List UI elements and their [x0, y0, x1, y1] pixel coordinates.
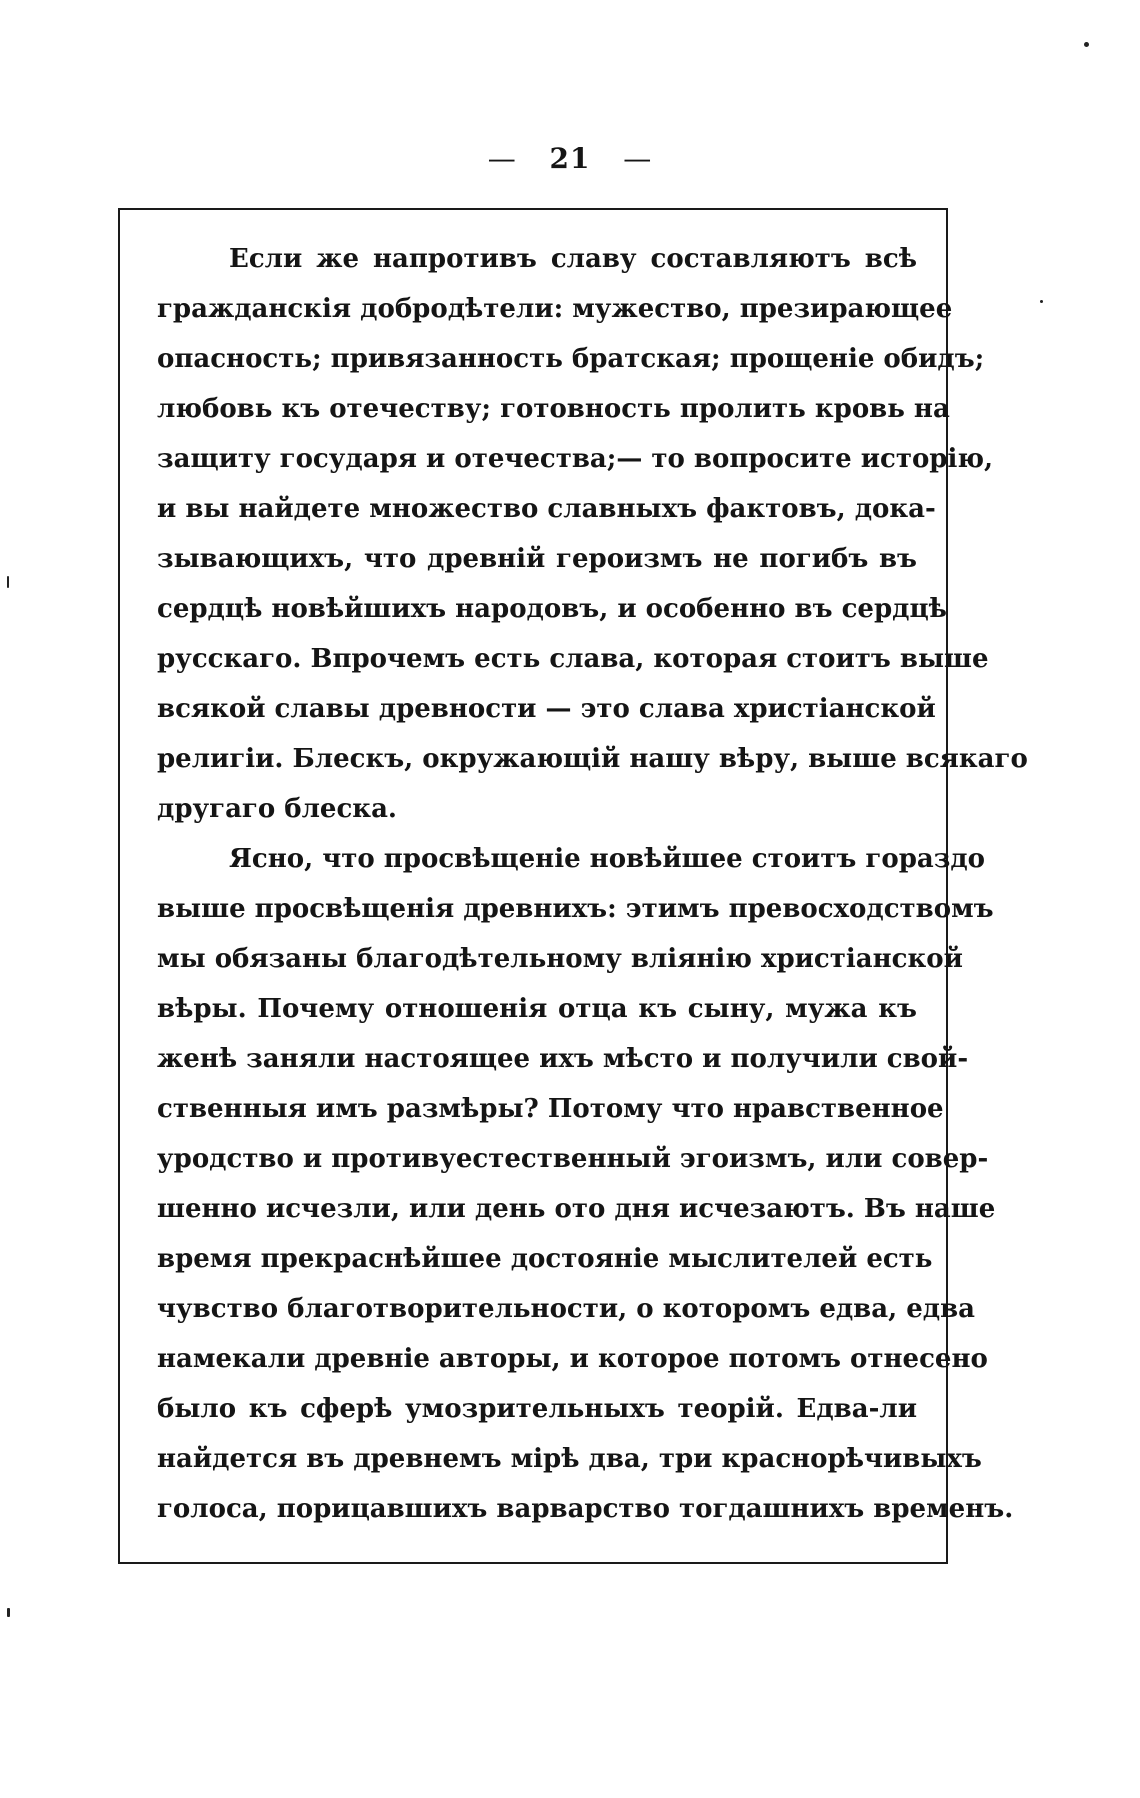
text-line: Ясно, что просвѣщеніе новѣйшее стоитъ гораздо — [229, 844, 985, 874]
text-body — [157, 234, 1028, 1534]
scan-speck — [1084, 42, 1089, 47]
paragraph-1 — [157, 234, 1028, 834]
text-line: всякой славы древности — это слава христіанской — [157, 694, 936, 724]
text-line: голоса, порицавшихъ варварство тогдашнихъ временъ. — [157, 1494, 1014, 1524]
page-number-header — [0, 142, 1140, 175]
text-line: опасность; привязанность братская; прощеніе обидъ; — [157, 344, 985, 374]
text-line: религіи. Блескъ, окружающій нашу вѣру, выше всякаго — [157, 744, 1028, 774]
page-number-dash-left: — — [487, 142, 517, 175]
text-line: зывающихъ, что древній героизмъ не погибъ въ — [157, 544, 917, 574]
scan-speck — [7, 1608, 10, 1617]
text-line: и вы найдете множество славныхъ фактовъ, дока- — [157, 494, 936, 524]
text-line: вѣры. Почему отношенія отца къ сыну, мужа къ — [157, 994, 917, 1024]
text-line: ственныя имъ размѣры? Потому что нравственное — [157, 1094, 944, 1124]
page-number-dash-right: — — [623, 142, 653, 175]
paragraph-2 — [157, 834, 1014, 1534]
text-line: выше просвѣщенія древнихъ: этимъ превосходствомъ — [157, 894, 994, 924]
text-line: намекали древніе авторы, и которое потомъ отнесено — [157, 1344, 988, 1374]
text-line: мы обязаны благодѣтельному вліянію христіанской — [157, 944, 963, 974]
text-line: время прекраснѣйшее достояніе мыслителей есть — [157, 1244, 933, 1274]
text-line: гражданскія добродѣтели: мужество, презирающее — [157, 294, 953, 324]
text-line: сердцѣ новѣйшихъ народовъ, и особенно въ сердцѣ — [157, 594, 947, 624]
scan-speck — [7, 576, 9, 588]
page-number: 21 — [549, 142, 591, 175]
text-line: защиту государя и отечества;— то вопросите исторію, — [157, 444, 994, 474]
text-line: чувство благотворительности, о которомъ едва, едва — [157, 1294, 975, 1324]
text-line: шенно исчезли, или день ото дня исчезаютъ. Въ наше — [157, 1194, 996, 1224]
text-line: Если же напротивъ славу составляютъ всѣ — [229, 244, 917, 274]
text-line: женѣ заняли настоящее ихъ мѣсто и получили свой- — [157, 1044, 969, 1074]
text-line: найдется въ древнемъ мірѣ два, три краснорѣчивыхъ — [157, 1444, 982, 1474]
text-line: русскаго. Впрочемъ есть слава, которая стоитъ выше — [157, 644, 989, 674]
scan-speck — [1040, 300, 1043, 303]
text-line: любовь къ отечеству; готовность пролить кровь на — [157, 394, 950, 424]
text-line: было къ сферѣ умозрительныхъ теорій. Едва-ли — [157, 1394, 917, 1424]
text-line: другаго блеска. — [157, 794, 397, 824]
text-line: уродство и противуестественный эгоизмъ, или совер- — [157, 1144, 989, 1174]
